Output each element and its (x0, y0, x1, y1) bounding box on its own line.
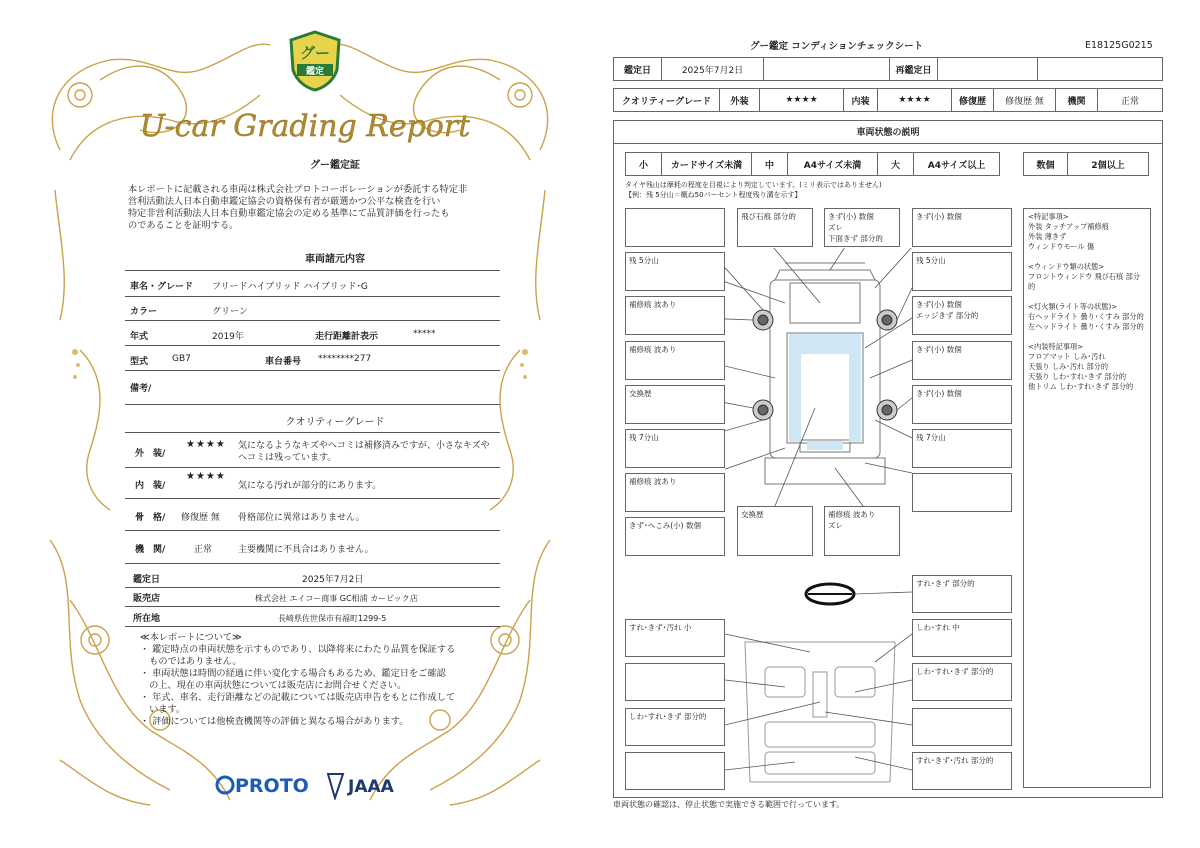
frame-value: 修復歴 無 (181, 513, 220, 523)
size-mid-desc: A4サイズ未満 (788, 153, 878, 175)
shop-value: 株式会社 エイコー商事 GC相浦 カービック店 (255, 594, 418, 603)
ext-label: 外装 (720, 89, 760, 111)
divider (125, 320, 500, 321)
car-exterior-diagram (725, 248, 925, 508)
jaaa-logo (328, 774, 395, 798)
exterior-label: 外 装/ (135, 449, 166, 459)
note-line: 天張り しわ･すれ･きず 部分的 (1028, 372, 1127, 381)
int-stars: ★★★★ (878, 89, 952, 111)
jaaa-logo-text: JAAA (348, 777, 394, 797)
divider (125, 587, 500, 588)
divider (125, 345, 500, 346)
size-legend (625, 152, 1000, 176)
note-line: ・ 車両状態は時間の経過に伴い変化する場合もあるため、鑑定日をご確認 (140, 668, 446, 679)
note-line: 外装 薄きず (1028, 232, 1067, 241)
special-notes (1023, 208, 1151, 788)
car-name-label: 車名・グレード (130, 282, 194, 292)
cert-heading: グー鑑定証 (310, 160, 360, 171)
date-empty (764, 58, 890, 80)
cond-box-left-8: きず･へこみ(小) 数個 (625, 517, 725, 556)
grade-label: クオリティーグレード (614, 89, 720, 111)
note-line: <内装特記事項> (1028, 342, 1084, 351)
divider (125, 606, 500, 607)
note-line (1028, 332, 1146, 342)
count-legend (1023, 152, 1149, 176)
interior-desc: 気になる汚れが部分的にあります。 (238, 481, 382, 491)
report-id: E18125G0215 (1085, 40, 1153, 51)
note-line: <灯火類(ライト等の状態)> (1028, 302, 1118, 311)
interior-box-8 (625, 752, 725, 790)
cond-box-right-7 (912, 473, 1012, 512)
appraisal-date-value: 2025年7月2日 (302, 575, 364, 585)
year-value: 2019年 (212, 332, 244, 342)
proto-logo-text: PROTO (235, 775, 309, 797)
year-label: 年式 (130, 332, 149, 342)
address-label: 所在地 (133, 614, 161, 624)
cond-box-right-3: きず(小) 数個 エッジきず 部分的 (912, 296, 1012, 335)
note-line: ・ 評価については他検査機関等の評価と異なる場合があります。 (140, 716, 409, 727)
chassis-value: ********277 (318, 354, 372, 364)
tire-note-2: 【例：残 5分山＝概ね50パーセント程度残り溝を示す】 (625, 191, 802, 199)
engine-desc: 主要機関に不具合はありません。 (238, 545, 374, 555)
note-line: 他トリム しわ･すれ･きず 部分的 (1028, 382, 1134, 391)
cond-box-right-6: 残 7分山 (912, 429, 1012, 468)
divider (125, 563, 500, 564)
cond-box-left-4: 補修痕 波あり (625, 341, 725, 380)
specs-heading: 車両諸元内容 (305, 254, 365, 265)
divider (125, 404, 500, 405)
cond-box-left-6: 残 7分山 (625, 429, 725, 468)
footer-note: 車両状態の確認は、停止状態で実施できる範囲で行っています。 (613, 800, 845, 809)
note-line: フロアマット しみ･汚れ (1028, 352, 1106, 361)
cond-box-left-2: 残 5分山 (625, 252, 725, 291)
cond-box-right-5: きず(小) 数個 (912, 385, 1012, 424)
report-script-title: U-car Grading Report (140, 109, 470, 144)
chassis-label: 車台番号 (265, 357, 302, 367)
cond-box-left-5: 交換歴 (625, 385, 725, 424)
size-large: 大 (878, 153, 914, 175)
count-label: 数個 (1024, 153, 1068, 175)
cond-box-left-3: 補修痕 波あり (625, 296, 725, 335)
divider (125, 498, 500, 499)
note-line: ウィンドウモール 傷 (1028, 242, 1095, 251)
appraisal-date-label: 鑑定日 (133, 575, 161, 585)
interior-box-6: しわ･すれ･きず 部分的 (625, 708, 725, 746)
divider (125, 626, 500, 627)
engine-label: 機関 (1056, 89, 1098, 111)
cert-line: 特定非営利活動法人日本自動車鑑定協会の定める基準にて品質評価を行ったも (128, 208, 450, 219)
note-line: 天張り しみ･汚れ 部分的 (1028, 362, 1109, 371)
repair-label: 修復歴 (952, 89, 994, 111)
divider (125, 467, 500, 468)
engine-value: 正常 (194, 545, 213, 555)
interior-box-3: しわ･すれ 中 (912, 619, 1012, 657)
divider (125, 530, 500, 531)
cond-box-right-1: きず(小) 数個 (912, 208, 1012, 247)
notes-heading: ≪本レポートについて≫ (140, 632, 242, 643)
quality-heading: クオリティーグレード (285, 417, 385, 428)
interior-box-7 (912, 708, 1012, 746)
int-label: 内装 (844, 89, 878, 111)
cert-body (128, 184, 496, 232)
cond-box-left-7: 補修痕 波あり (625, 473, 725, 512)
color-value: グリーン (212, 307, 248, 317)
address-value: 長崎県佐世保市有福町1299-5 (278, 614, 387, 623)
engine-label: 機 関/ (135, 545, 166, 555)
note-line: 右ヘッドライト 曇り･くすみ 部分的 (1028, 312, 1144, 321)
shop-label: 販売店 (133, 594, 161, 604)
exterior-stars: ★★★★ (186, 439, 226, 450)
grade-row (613, 88, 1163, 112)
divider (125, 296, 500, 297)
condition-heading: 車両状態の説明 (613, 120, 1163, 144)
note-line: 左ヘッドライト 曇り･くすみ 部分的 (1028, 322, 1144, 331)
date-value: 2025年7月2日 (662, 58, 764, 80)
proto-logo (217, 775, 309, 797)
size-small: 小 (626, 153, 662, 175)
cert-line: のであることを証明する。 (128, 220, 239, 231)
condition-check-sheet (600, 0, 1200, 848)
size-small-desc: カードサイズ未満 (662, 153, 752, 175)
cond-box-bottom-2: 補修痕 波あり ズレ (824, 506, 900, 556)
tire-note-1: タイヤ残山は摩耗の程度を目視により判定しています。(ミリ表示ではありません) (625, 181, 882, 189)
remarks-label: 備考/ (130, 384, 152, 394)
cond-box-top-2: きず(小) 数個 ズレ 下面きず 部分的 (824, 208, 900, 247)
notes-block (140, 632, 490, 728)
car-interior-diagram (725, 572, 915, 792)
interior-box-9: すれ･きず･汚れ 部分的 (912, 752, 1012, 790)
note-line: います。 (140, 704, 186, 715)
ext-stars: ★★★★ (760, 89, 844, 111)
cert-line: 本レポートに記載される車両は株式会社プロトコーポレーションが委託する特定非 (128, 184, 468, 195)
footer-logos (215, 770, 415, 800)
note-line: フロントウィンドウ 飛び石痕 部分的 (1028, 272, 1140, 291)
mileage-value: ***** (413, 329, 436, 339)
size-large-desc: A4サイズ以上 (927, 160, 986, 171)
cond-box-top-1: 飛び石痕 部分的 (737, 208, 813, 247)
frame-label: 骨 格/ (135, 513, 166, 523)
repair-value: 修復歴 無 (994, 89, 1056, 111)
engine-value: 正常 (1120, 96, 1139, 107)
note-line: の上、現在の車両状態については販売店にお問合せください。 (140, 680, 407, 691)
cert-line: 営利活動法人日本自動車鑑定協会の資格保有者が厳選かつ公平な検査を行い (128, 196, 441, 207)
interior-box-4 (625, 663, 725, 701)
note-line: ・ 年式、車名、走行距離などの記載については販売店申告をもとに作成して (140, 692, 456, 703)
re-date-label: 再鑑定日 (890, 58, 938, 80)
exterior-desc-line: ヘコミは残っています。 (238, 453, 337, 463)
divider (125, 270, 500, 271)
date-row (613, 57, 1163, 81)
cond-box-bottom-1: 交換歴 (737, 506, 813, 556)
car-name-value: フリードハイブリッド ハイブリッド･G (212, 282, 368, 292)
note-line: <特記事項> (1028, 212, 1069, 221)
model-label: 型式 (130, 357, 149, 367)
interior-label: 内 装/ (135, 481, 166, 491)
mileage-label: 走行距離計表示 (315, 332, 379, 342)
model-value: GB7 (172, 354, 191, 364)
cond-box-right-2: 残 5分山 (912, 252, 1012, 291)
interior-box-1: すれ･きず 部分的 (912, 575, 1012, 613)
count-value: 2個以上 (1091, 160, 1125, 171)
script-title (140, 100, 470, 150)
re-date-empty (1038, 58, 1162, 80)
cond-box-right-4: きず(小) 数個 (912, 341, 1012, 380)
interior-box-2: すれ･きず･汚れ 小 (625, 619, 725, 657)
re-date-value (938, 58, 1038, 80)
exterior-desc-line: 気になるようなキズやヘコミは補修済みですが、小さなキズや (238, 441, 490, 451)
date-label: 鑑定日 (614, 58, 662, 80)
cond-box-left-1 (625, 208, 725, 247)
note-line (1028, 292, 1146, 302)
note-line: <ウィンドウ類の状態> (1028, 262, 1105, 271)
note-line (1028, 252, 1146, 262)
size-mid: 中 (752, 153, 788, 175)
color-label: カラー (130, 307, 158, 317)
divider (125, 432, 500, 433)
note-line: ものではありません。 (140, 656, 242, 667)
note-line: 外装 タッチアップ補修痕 (1028, 222, 1109, 231)
divider (125, 370, 500, 371)
interior-box-5: しわ･すれ･きず 部分的 (912, 663, 1012, 701)
note-line: ・ 鑑定時点の車両状態を示すものであり、以降将来にわたり品質を保証する (140, 644, 456, 655)
goo-kantei-badge (287, 30, 343, 92)
sheet-title: グー鑑定 コンディションチェックシート (750, 41, 924, 52)
frame-desc: 骨格部位に異常はありません。 (238, 513, 365, 523)
badge-text-top: グー (299, 44, 331, 62)
exterior-desc (238, 440, 490, 464)
interior-stars: ★★★★ (186, 471, 226, 482)
badge-text-bottom: 鑑定 (305, 67, 325, 77)
